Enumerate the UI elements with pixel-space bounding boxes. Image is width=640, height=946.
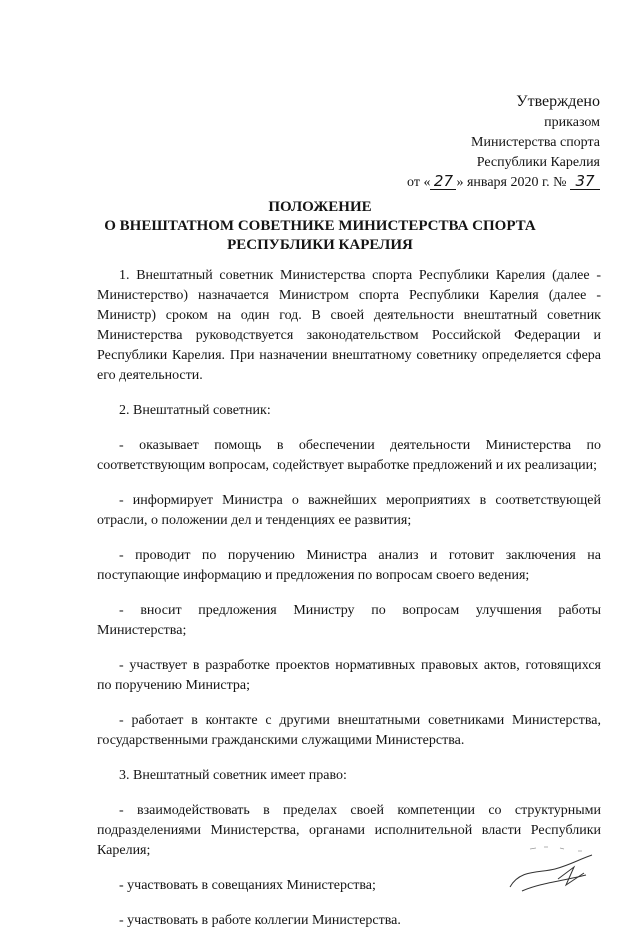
approval-date-mid: » января 2020 г. № bbox=[456, 175, 567, 190]
paragraph-5: - проводит по поручению Министра анализ и готовит заключения на поступающие информацию и предложения по вопросам своего ведения; bbox=[97, 548, 601, 583]
title-line-3: РЕСПУБЛИКИ КАРЕЛИЯ bbox=[227, 237, 413, 253]
title-line-1: ПОЛОЖЕНИЕ bbox=[268, 199, 372, 215]
paragraph-12: - участвовать в работе коллегии Министерства. bbox=[119, 913, 401, 928]
paragraph-8: - работает в контакте с другими внештатными советниками Министерства, государственными гражданскими служащими Министерства. bbox=[97, 713, 601, 748]
title-line-2: О ВНЕШТАТНОМ СОВЕТНИКЕ МИНИСТЕРСТВА СПОРТА bbox=[104, 218, 536, 234]
approval-date-line bbox=[407, 173, 600, 193]
approval-day-handwritten: 27 bbox=[430, 174, 456, 190]
paragraph-11: - участвовать в совещаниях Министерства; bbox=[119, 878, 376, 893]
paragraph-10: - взаимодействовать в пределах своей компетенции со структурными подразделениями Министерства, органами исполнительной власти Республики Карелия; bbox=[97, 803, 601, 858]
approval-by-order: приказом bbox=[544, 115, 600, 130]
paragraph-9: 3. Внештатный советник имеет право: bbox=[119, 768, 347, 783]
paragraph-2: 2. Внештатный советник: bbox=[119, 403, 271, 418]
approval-date-prefix: от « bbox=[407, 175, 431, 190]
paragraph-7: - участвует в разработке проектов нормативных правовых актов, готовящихся по поручению Министра; bbox=[97, 658, 601, 693]
approval-approved: Утверждено bbox=[516, 93, 600, 110]
approval-ministry: Министерства спорта bbox=[471, 135, 600, 150]
paragraph-1: 1. Внештатный советник Министерства спорта Республики Карелия (далее - Министерство) назначается Министром спорта Республики Карелия (далее - Министр) сроком на один год. В своей деятельности внештатный советник Министерства руководствуется законодательством Российской Федерации и Республики Карелия. При назначении внештатному советнику определяется сфера его деятельности. bbox=[97, 268, 601, 383]
document-title bbox=[40, 198, 600, 255]
approval-republic: Республики Карелия bbox=[476, 155, 600, 170]
handwritten-signature bbox=[500, 839, 610, 899]
paragraph-6: - вносит предложения Министру по вопросам улучшения работы Министерства; bbox=[97, 603, 601, 638]
paragraph-4: - информирует Министра о важнейших мероприятиях в соответствующей отрасли, о положении дел и тенденциях ее развития; bbox=[97, 493, 601, 528]
paragraph-3: - оказывает помощь в обеспечении деятельности Министерства по соответствующим вопросам, содействует выработке предложений и их реализации; bbox=[97, 438, 601, 473]
approval-block bbox=[407, 91, 600, 193]
approval-number-handwritten: 37 bbox=[570, 174, 600, 190]
